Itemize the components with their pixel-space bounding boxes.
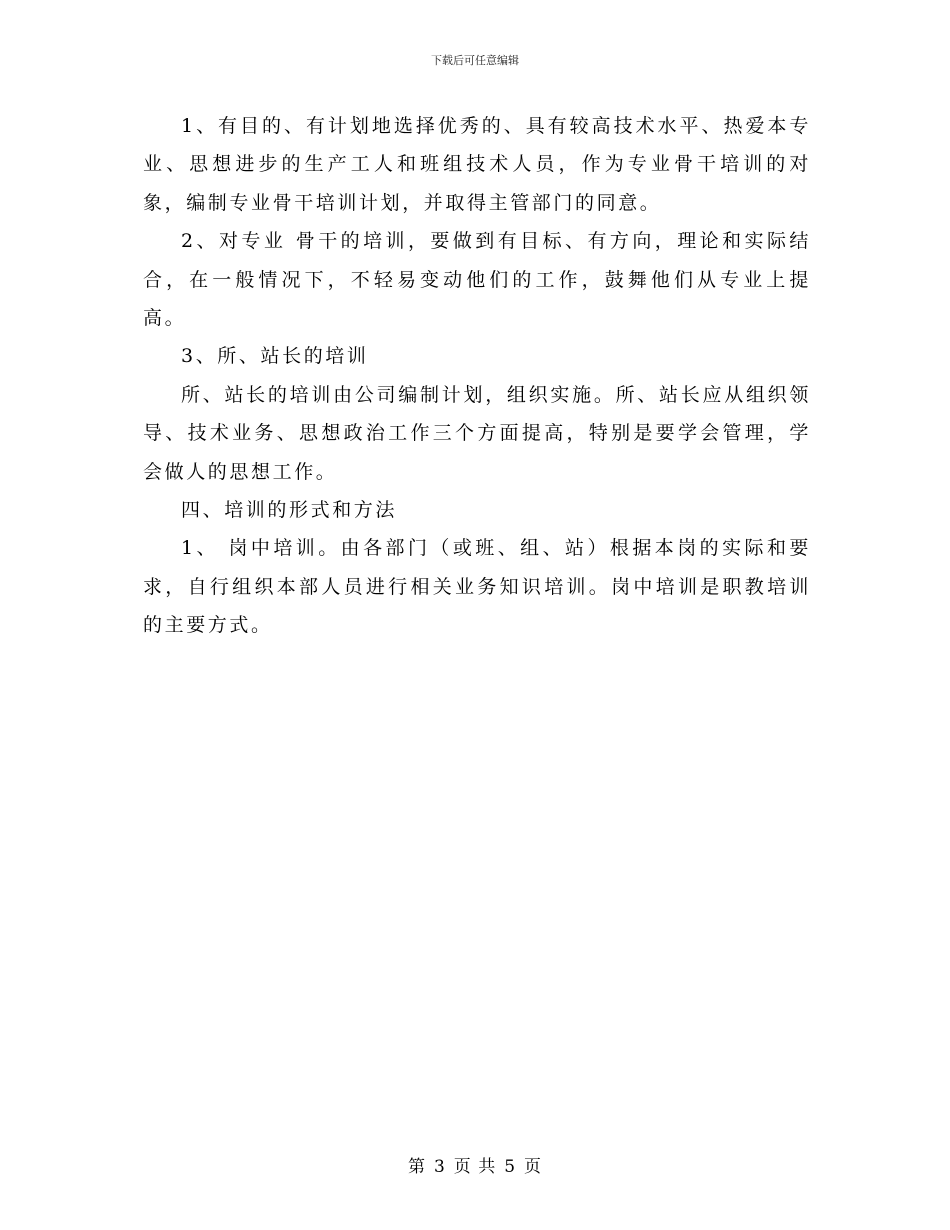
page-header bbox=[0, 52, 950, 68]
paragraph-3-heading: 3、所、站长的培训 bbox=[181, 345, 369, 368]
page-label-prefix: 第 bbox=[407, 1157, 426, 1177]
page-label-middle: 页 共 bbox=[453, 1157, 497, 1177]
page-footer bbox=[0, 1152, 950, 1177]
paragraph-4: 所、站长的培训由公司编制计划，组织实施。所、站长应从组织领导、技术业务、思想政治工作三个方面提高，特别是要学会管理，学会做人的思想工作。 bbox=[143, 383, 811, 483]
paragraph-1: 1、有目的、有计划地选择优秀的、具有较高技术水平、热爱本专业、思想进步的生产工人和班组技术人员，作为专业骨干培训的对象，编制专业骨干培训计划，并取得主管部门的同意。 bbox=[143, 115, 811, 214]
paragraph-5: 1、 岗中培训。由各部门（或班、组、站）根据本岗的实际和要求，自行组织本部人员进行相关业务知识培训。岗中培训是职教培训的主要方式。 bbox=[143, 537, 811, 637]
page-total: 5 bbox=[504, 1157, 517, 1177]
page-current: 3 bbox=[433, 1157, 446, 1177]
header-note: 下载后可任意编辑 bbox=[431, 54, 519, 67]
document-body bbox=[143, 107, 811, 645]
paragraph-2: 2、对专业 骨干的培训，要做到有目标、有方向，理论和实际结合，在一般情况下，不轻易变动他们的工作，鼓舞他们从专业上提高。 bbox=[143, 230, 811, 330]
section-heading: 四、培训的形式和方法 bbox=[181, 499, 398, 522]
page-label-suffix: 页 bbox=[524, 1157, 543, 1177]
